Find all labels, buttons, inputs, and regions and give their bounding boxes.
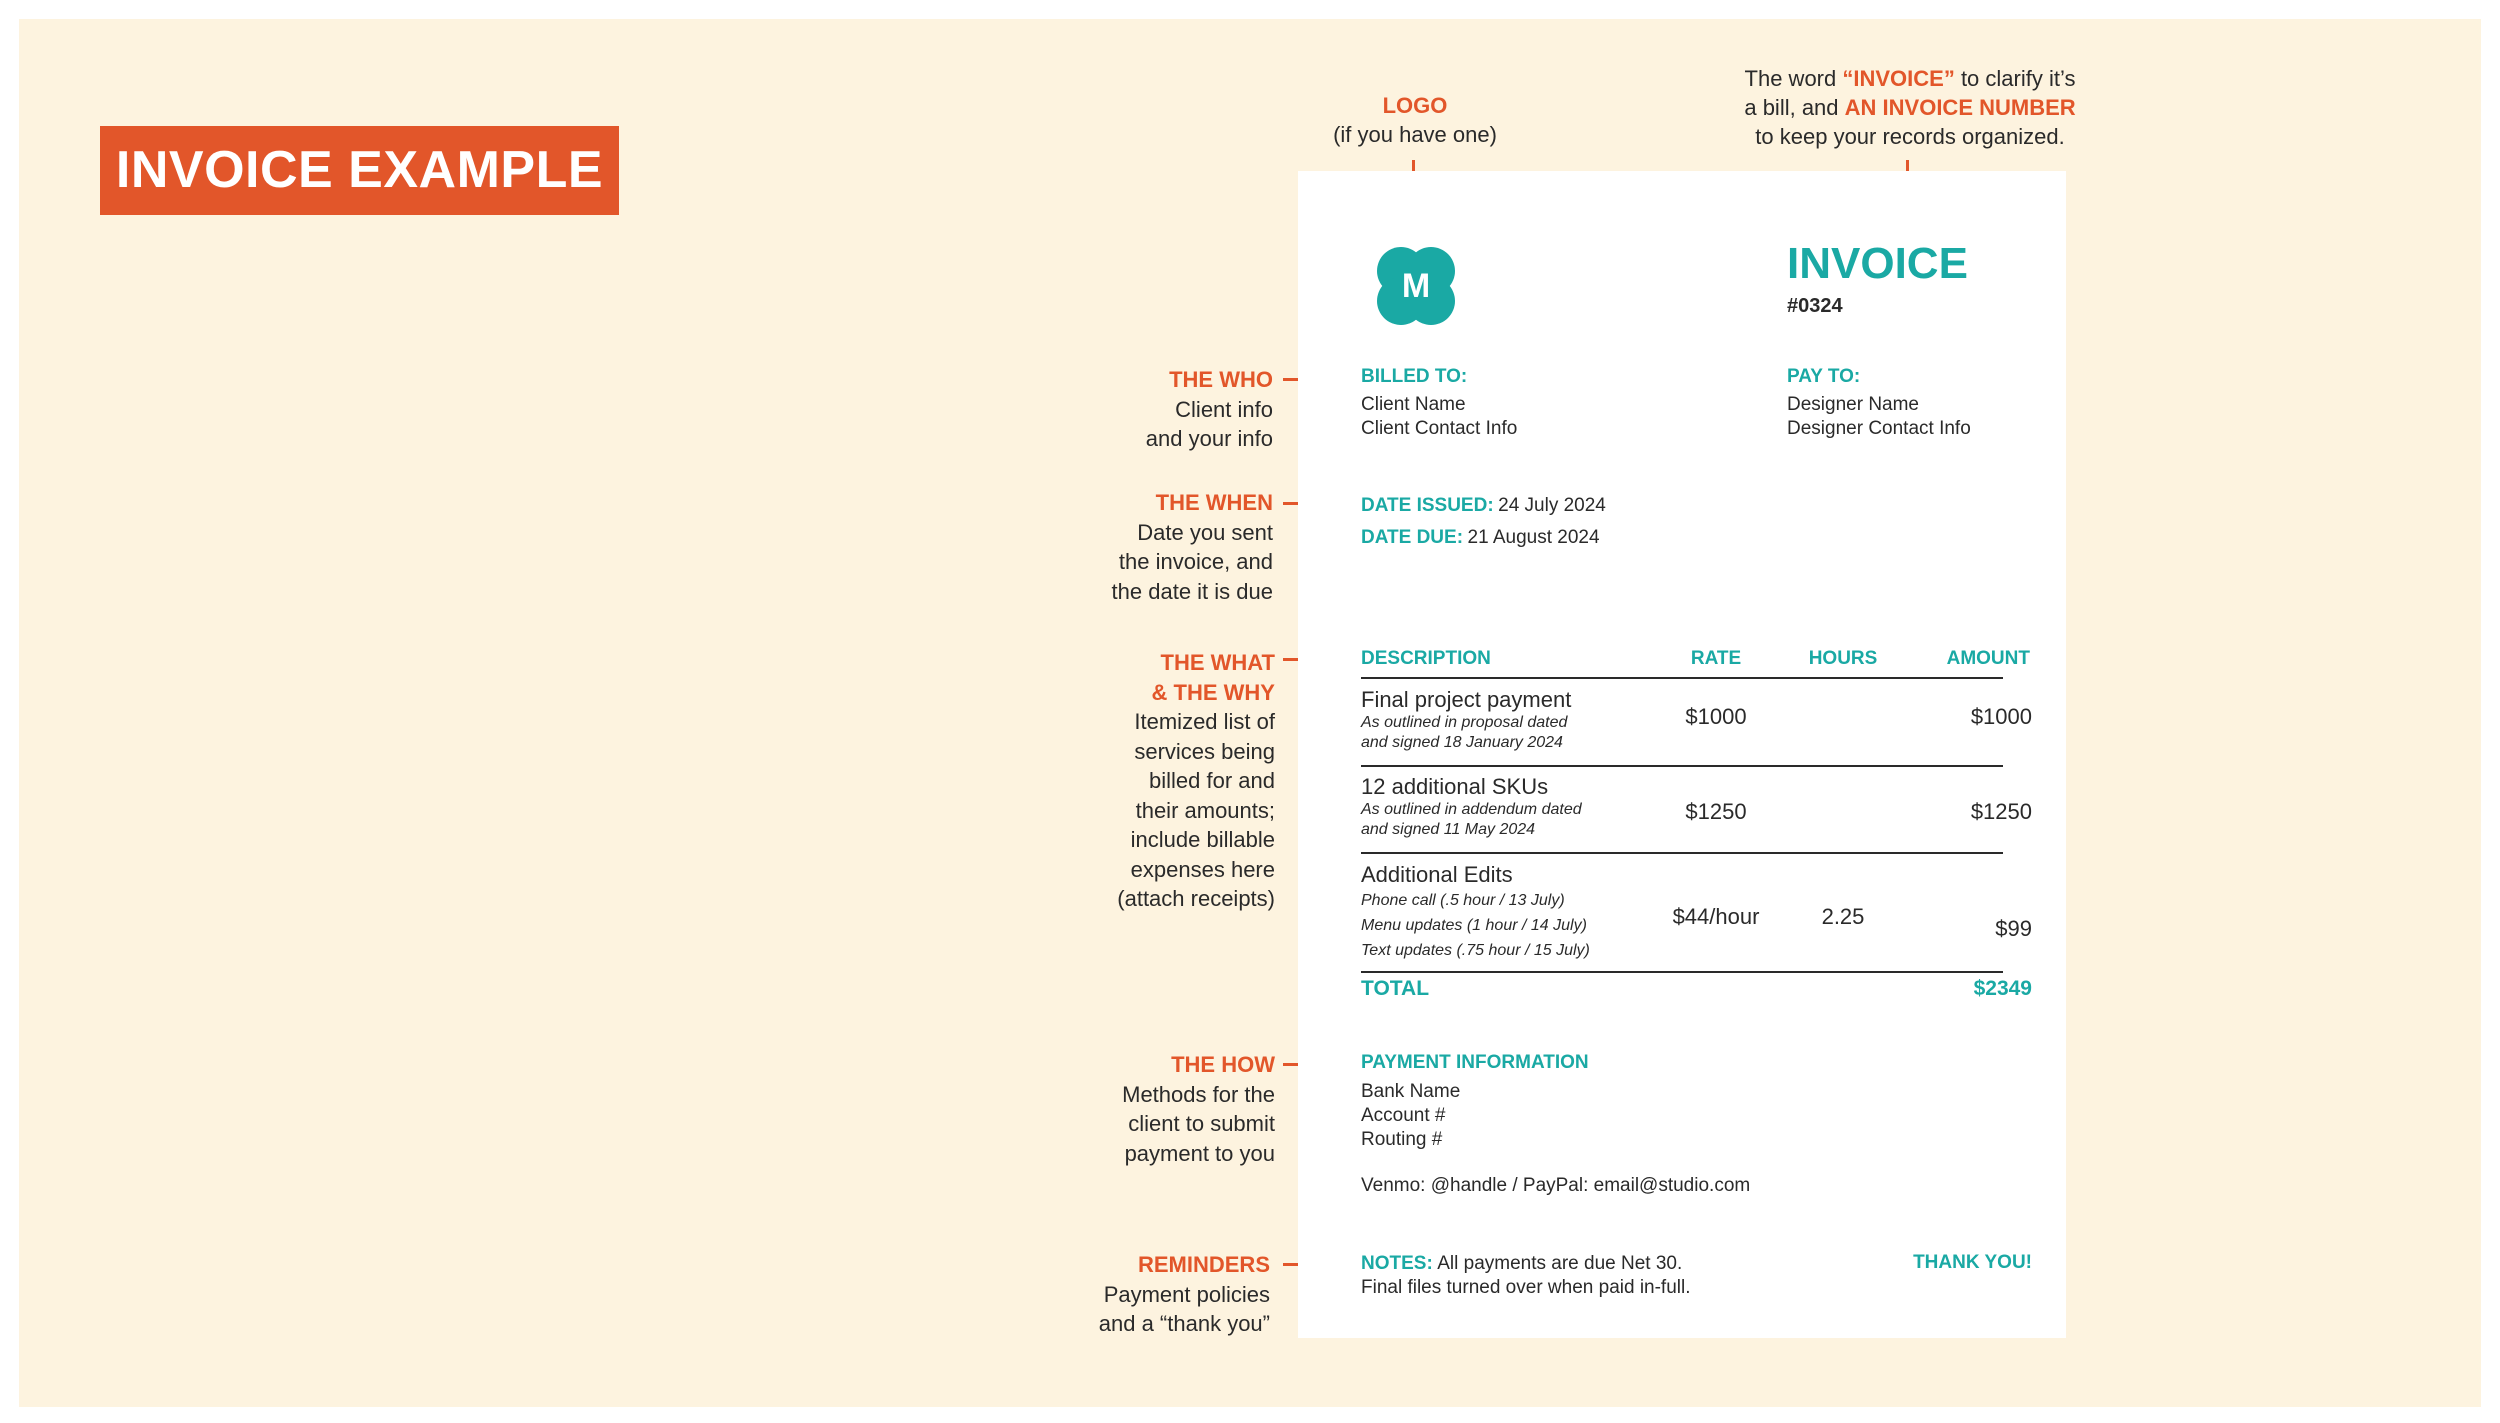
client-contact: Client Contact Info xyxy=(1361,418,1518,439)
item-rate: $44/hour xyxy=(1672,904,1760,929)
column-amount: AMOUNT xyxy=(1946,648,2030,669)
header-divider xyxy=(1361,677,2003,679)
callout-text-2: to clarify it’s xyxy=(1954,66,2076,91)
annotation-reminders xyxy=(970,1250,1270,1339)
invoice-number-callout xyxy=(1690,64,2130,151)
item-title: 12 additional SKUs xyxy=(1361,774,1549,799)
payment-block xyxy=(1361,1052,1750,1198)
item-rate: $1250 xyxy=(1685,799,1747,824)
bank-name: Bank Name xyxy=(1361,1081,1461,1102)
designer-contact: Designer Contact Info xyxy=(1787,418,1971,439)
callout-invoice-number: AN INVOICE NUMBER xyxy=(1844,95,2076,120)
date-issued-value: 24 July 2024 xyxy=(1498,495,1606,516)
annotation-what-line: their amounts; xyxy=(1135,797,1275,823)
designer-name: Designer Name xyxy=(1787,394,1919,415)
callout-text-1: The word xyxy=(1744,66,1843,91)
table-row xyxy=(1361,687,1571,753)
notes-block xyxy=(1361,1252,1691,1300)
callout-text-3: a bill, and xyxy=(1744,95,1845,120)
billed-to-label: BILLED TO: xyxy=(1361,366,1468,387)
logo-callout-head: LOGO xyxy=(1382,93,1448,118)
notes-line: All payments are due Net 30. xyxy=(1437,1253,1683,1274)
annotation-who-line: and your info xyxy=(1145,426,1273,451)
callout-invoice-word: “INVOICE” xyxy=(1842,66,1955,91)
row-divider xyxy=(1361,765,2003,767)
annotation-when-line: the invoice, and xyxy=(1118,549,1273,574)
logo xyxy=(1374,244,1458,328)
column-description: DESCRIPTION xyxy=(1361,648,1491,669)
annotation-how-head: THE HOW xyxy=(1171,1052,1275,1077)
annotation-how-line: Methods for the xyxy=(1122,1081,1275,1107)
item-title: Final project payment xyxy=(1361,687,1572,712)
annotation-who-head: THE WHO xyxy=(1169,367,1273,392)
date-due-value: 21 August 2024 xyxy=(1467,527,1600,548)
annotation-what-head: THE WHAT xyxy=(1160,650,1275,675)
item-note: and signed 18 January 2024 xyxy=(1361,734,1563,751)
notes-line: Final files turned over when paid in-full. xyxy=(1361,1277,1691,1298)
annotation-reminders-head: REMINDERS xyxy=(1137,1252,1270,1277)
annotation-what-line: include billable xyxy=(1130,827,1275,852)
total-label: TOTAL xyxy=(1361,977,1430,1000)
invoice-title: INVOICE xyxy=(1787,239,1968,288)
table-row xyxy=(1361,862,1590,963)
item-amount: $1250 xyxy=(1970,799,2032,824)
logo-callout-text: (if you have one) xyxy=(1333,122,1497,147)
item-amount: $1000 xyxy=(1970,704,2032,729)
alt-payment: Venmo: @handle / PayPal: email@studio.com xyxy=(1361,1175,1751,1196)
invoice-document xyxy=(1298,171,2066,1338)
invoice-number: #0324 xyxy=(1787,295,1843,317)
notes-label: NOTES: xyxy=(1361,1253,1433,1274)
annotation-who xyxy=(973,365,1273,454)
annotation-when-line: the date it is due xyxy=(1111,578,1273,604)
annotation-what-line: (attach receipts) xyxy=(1117,886,1275,911)
item-note: As outlined in addendum dated xyxy=(1361,801,1582,818)
date-due-label: DATE DUE: xyxy=(1361,527,1464,548)
annotation-reminders-line: and a “thank you” xyxy=(1098,1311,1270,1336)
annotation-why-head: & THE WHY xyxy=(1151,679,1275,705)
account-number: Account # xyxy=(1361,1105,1446,1126)
client-name: Client Name xyxy=(1361,394,1466,415)
billed-to-block xyxy=(1361,366,1517,441)
row-divider xyxy=(1361,852,2003,854)
table-row xyxy=(1361,774,1582,840)
logo-callout xyxy=(1270,91,1560,149)
item-amount: $99 xyxy=(1995,916,2032,941)
annotation-what xyxy=(975,648,1275,914)
annotation-what-line: billed for and xyxy=(1149,768,1275,793)
annotation-how xyxy=(975,1050,1275,1168)
pay-to-block xyxy=(1787,366,1971,441)
total-value: $2349 xyxy=(1973,977,2032,1000)
annotation-when xyxy=(973,488,1273,606)
pay-to-label: PAY TO: xyxy=(1787,366,1861,387)
annotation-when-line: Date you sent xyxy=(1137,519,1273,545)
annotation-who-line: Client info xyxy=(1175,396,1273,422)
page-title: INVOICE EXAMPLE xyxy=(100,126,619,215)
annotation-how-line: client to submit xyxy=(1128,1111,1275,1136)
column-hours: HOURS xyxy=(1808,648,1878,669)
item-note: As outlined in proposal dated xyxy=(1361,714,1568,731)
annotation-when-head: THE WHEN xyxy=(1155,490,1273,515)
thank-you: THANK YOU! xyxy=(1913,1252,2032,1273)
payment-label: PAYMENT INFORMATION xyxy=(1361,1052,1589,1073)
annotation-what-line: Itemized list of xyxy=(1134,709,1275,734)
routing-number: Routing # xyxy=(1361,1129,1443,1150)
item-note: Menu updates (1 hour / 14 July) xyxy=(1361,917,1587,934)
logo-letter: M xyxy=(1401,267,1431,305)
annotation-what-line: expenses here xyxy=(1130,856,1275,882)
annotation-how-line: payment to you xyxy=(1124,1140,1275,1166)
date-issued-label: DATE ISSUED: xyxy=(1361,495,1494,516)
total-divider xyxy=(1361,971,2003,973)
item-note: Phone call (.5 hour / 13 July) xyxy=(1361,892,1565,909)
annotation-reminders-line: Payment policies xyxy=(1103,1281,1270,1307)
item-title: Additional Edits xyxy=(1361,862,1513,887)
dates-block xyxy=(1361,490,1606,554)
item-hours: 2.25 xyxy=(1821,904,1865,929)
column-rate: RATE xyxy=(1690,648,1742,669)
item-rate: $1000 xyxy=(1685,704,1747,729)
callout-text-4: to keep your records organized. xyxy=(1755,124,2065,149)
item-note: Text updates (.75 hour / 15 July) xyxy=(1361,942,1590,959)
annotation-what-line: services being xyxy=(1134,738,1275,764)
item-note: and signed 11 May 2024 xyxy=(1361,821,1536,838)
